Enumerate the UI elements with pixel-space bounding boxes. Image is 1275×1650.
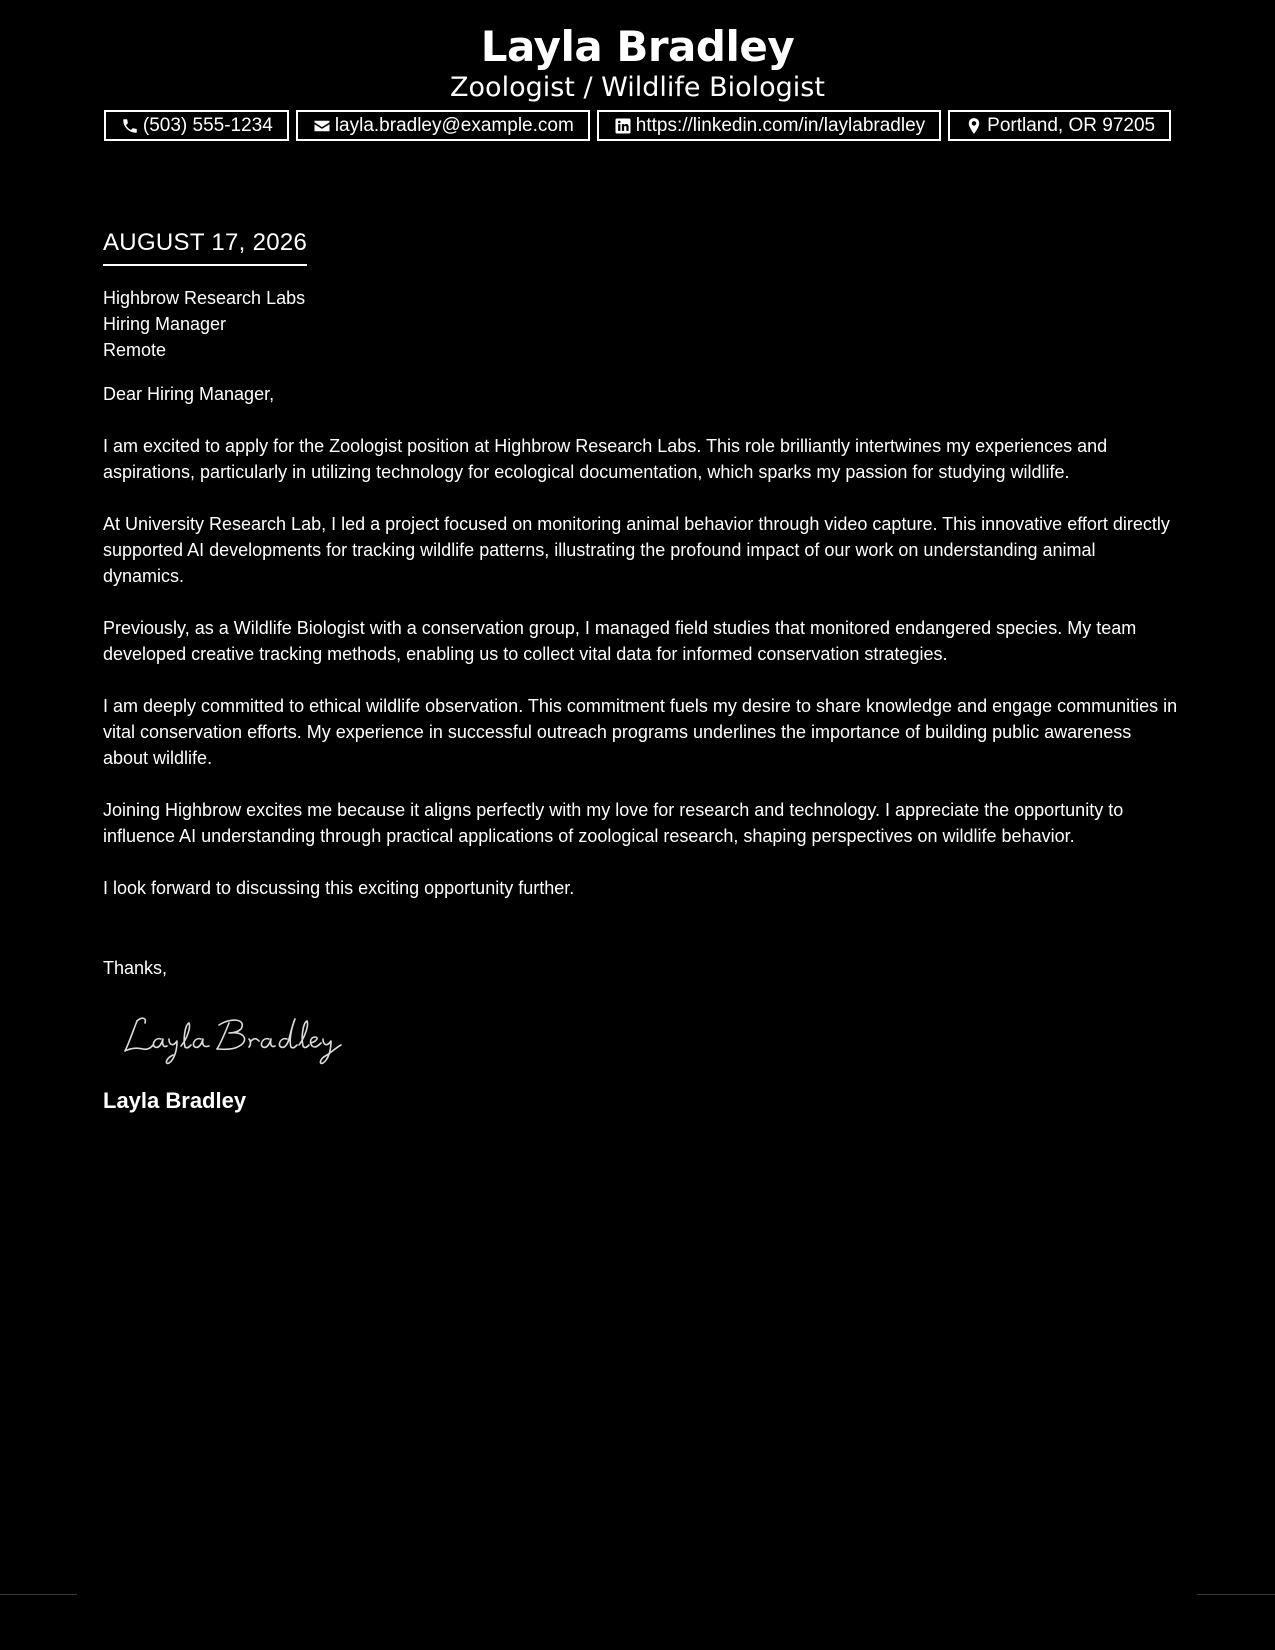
body-paragraph: Previously, as a Wildlife Biologist with a conservation group, I managed field studies that monitored endangered species. My team developed creative tracking methods, enabling us to collect vital data for informed conservation strategies. — [103, 618, 1137, 664]
footer-rule-right — [1197, 1594, 1275, 1595]
linkedin-icon — [613, 116, 633, 136]
recipient-block — [103, 285, 1178, 363]
body-paragraph: I am excited to apply for the Zoologist position at Highbrow Research Labs. This role brilliantly intertwines my experiences and aspirations, particularly in utilizing technology for ecological documentation, which sparks my passion for studying wildlife. — [103, 436, 1108, 482]
envelope-icon — [312, 116, 332, 136]
body-paragraph: Joining Highbrow excites me because it aligns perfectly with my love for research and technology. I appreciate the opportunity to influence AI understanding through practical applications of zoological research, shaping perspectives on wildlife behavior. — [103, 800, 1124, 846]
location-pin-icon — [964, 116, 984, 136]
contact-bar — [0, 110, 1275, 141]
contact-email-text: layla.bradley@example.com — [334, 115, 574, 136]
footer-rule-left — [0, 1594, 77, 1595]
contact-location — [948, 110, 1171, 141]
closing: Thanks, — [103, 958, 168, 978]
handwritten-signature — [121, 1009, 1178, 1067]
recipient-location: Remote — [103, 340, 167, 360]
recipient-contact: Hiring Manager — [103, 314, 227, 334]
applicant-title: Zoologist / Wildlife Biologist — [450, 72, 825, 103]
contact-email[interactable] — [296, 110, 590, 141]
body-paragraph: I look forward to discussing this exciting opportunity further. — [103, 878, 575, 898]
letter-body — [103, 226, 1178, 1115]
body-paragraph: I am deeply committed to ethical wildlife observation. This commitment fuels my desire to share knowledge and engage communities in vital conservation efforts. My experience in successful outreach programs underlines the importance of building public awareness about wildlife. — [103, 696, 1178, 768]
letter-header — [0, 0, 1275, 141]
letter-date: AUGUST 17, 2026 — [103, 226, 307, 266]
contact-linkedin-text: https://linkedin.com/in/laylabradley — [635, 115, 926, 136]
recipient-company: Highbrow Research Labs — [103, 288, 306, 308]
signer-name: Layla Bradley — [103, 1088, 247, 1113]
contact-linkedin[interactable] — [597, 110, 941, 141]
salutation: Dear Hiring Manager, — [103, 384, 275, 404]
applicant-name: Layla Bradley — [480, 22, 795, 71]
contact-location-text: Portland, OR 97205 — [987, 115, 1156, 136]
phone-icon — [120, 116, 140, 136]
contact-phone — [104, 110, 289, 141]
body-paragraph: At University Research Lab, I led a project focused on monitoring animal behavior through video capture. This innovative effort directly supported AI developments for tracking wildlife patterns, illustrating the profound impact of our work on understanding animal dynamics. — [103, 514, 1170, 586]
contact-phone-text: (503) 555-1234 — [142, 115, 273, 136]
